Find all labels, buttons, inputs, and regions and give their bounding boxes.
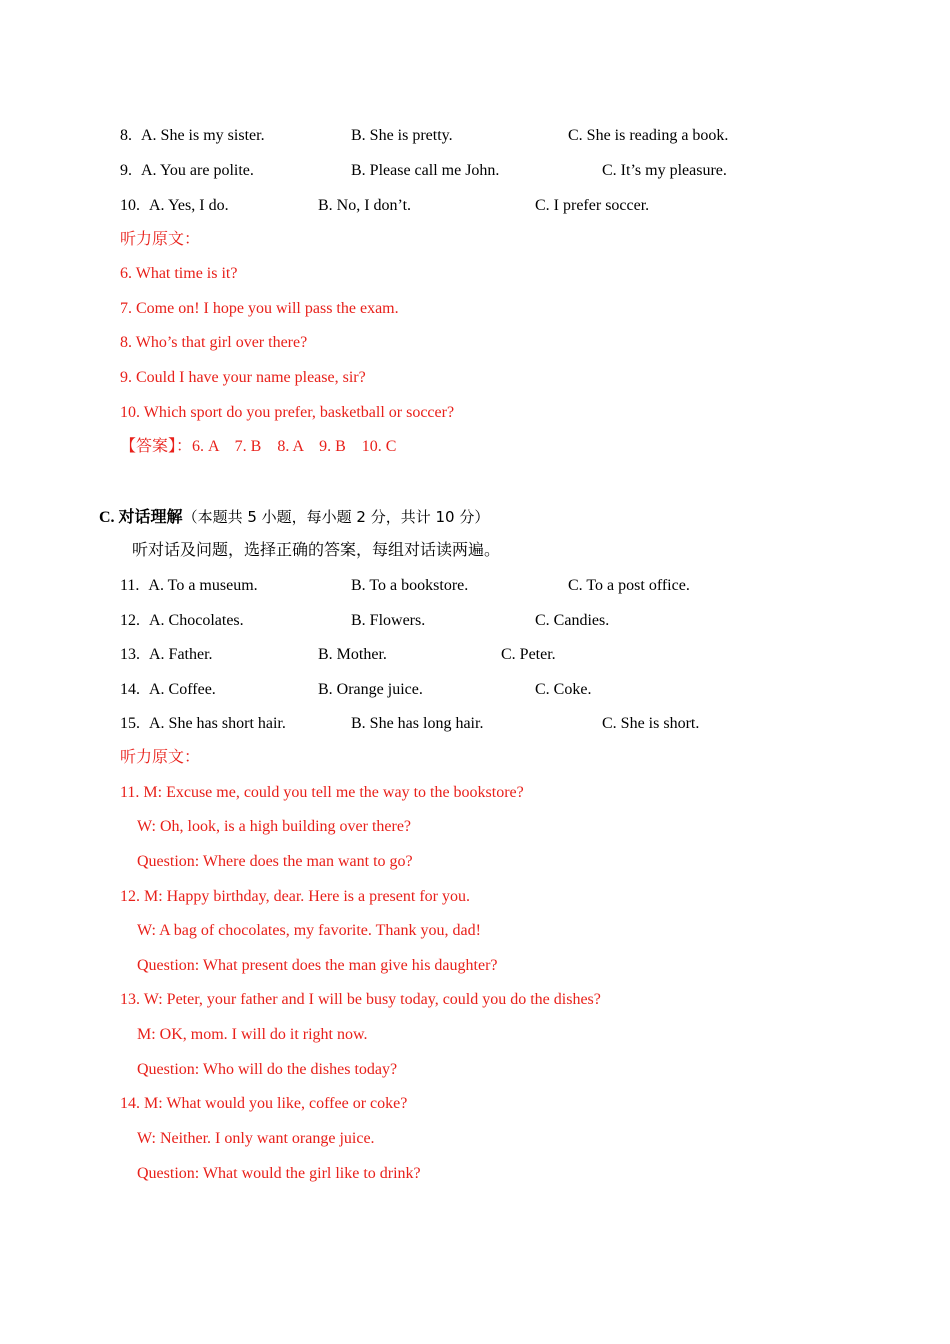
option-a: A. Father. (149, 646, 213, 663)
dialogue-second-line: W: Neither. I only want orange juice. (137, 1130, 375, 1147)
question-number: 12. (120, 612, 140, 629)
option-c: C. Peter. (501, 646, 556, 663)
script-line: 8. Who’s that girl over there? (120, 334, 308, 351)
question-number: 10. (120, 197, 140, 214)
question-row-9 (120, 161, 727, 181)
question-row-11 (120, 576, 690, 596)
section-c-heading (99, 507, 489, 528)
question-row-8 (120, 126, 729, 146)
question-number: 11. (120, 577, 140, 594)
option-c: C. It’s my pleasure. (602, 162, 727, 179)
option-c: C. To a post office. (568, 577, 690, 594)
option-c: C. I prefer soccer. (535, 197, 650, 214)
option-b: B. To a bookstore. (351, 577, 469, 594)
dialogue-second-line: W: A bag of chocolates, my favorite. Thank you, dad! (137, 922, 481, 939)
option-b: B. Orange juice. (318, 681, 423, 698)
option-c: C. Coke. (535, 681, 592, 698)
section-c-title: C. 对话理解 (99, 509, 183, 526)
dialogue-second-line: W: Oh, look, is a high building over there? (137, 818, 412, 835)
section-c-instruction: 听对话及问题，选择正确的答案，每组对话读两遍。 (132, 542, 501, 559)
option-c: C. She is short. (602, 715, 700, 732)
question-number: 8. (120, 127, 132, 144)
option-b: B. She is pretty. (351, 127, 453, 144)
question-row-14 (120, 680, 592, 700)
dialogue-question: Question: What would the girl like to drink? (137, 1165, 421, 1182)
question-number: 9. (120, 162, 132, 179)
option-b: B. Flowers. (351, 612, 426, 629)
dialogue-first-line: 14. M: What would you like, coffee or coke? (120, 1095, 408, 1112)
question-number: 14. (120, 681, 140, 698)
question-row-12 (120, 611, 610, 631)
script-line: 7. Come on! I hope you will pass the exam. (120, 300, 399, 317)
question-number: 15. (120, 715, 140, 732)
option-a: A. She is my sister. (141, 127, 265, 144)
option-a: A. You are polite. (141, 162, 254, 179)
answer-key: 【答案】：6. A 7. B 8. A 9. B 10. C (120, 438, 397, 455)
dialogue-question: Question: Who will do the dishes today? (137, 1061, 398, 1078)
dialogue-first-line: 11. M: Excuse me, could you tell me the way to the bookstore? (120, 784, 524, 801)
script-label: 听力原文： (120, 749, 201, 766)
option-c: C. She is reading a book. (568, 127, 729, 144)
question-row-10 (120, 196, 650, 216)
option-a: A. She has short hair. (149, 715, 286, 732)
option-b: B. She has long hair. (351, 715, 484, 732)
dialogue-second-line: M: OK, mom. I will do it right now. (137, 1026, 368, 1043)
option-b: B. Please call me John. (351, 162, 500, 179)
option-a: A. Chocolates. (149, 612, 244, 629)
question-number: 13. (120, 646, 140, 663)
script-line: 10. Which sport do you prefer, basketball or soccer? (120, 404, 455, 421)
section-c-note: （本题共 5 小题，每小题 2 分，共计 10 分） (182, 508, 490, 526)
script-label: 听力原文： (120, 231, 201, 248)
option-b: B. No, I don’t. (318, 197, 412, 214)
dialogue-first-line: 13. W: Peter, your father and I will be busy today, could you do the dishes? (120, 991, 601, 1008)
question-row-15 (120, 714, 700, 734)
dialogue-question: Question: Where does the man want to go? (137, 853, 413, 870)
option-c: C. Candies. (535, 612, 610, 629)
option-a: A. Coffee. (149, 681, 216, 698)
script-line: 6. What time is it? (120, 265, 238, 282)
script-line: 9. Could I have your name please, sir? (120, 369, 366, 386)
option-a: A. Yes, I do. (149, 197, 229, 214)
dialogue-first-line: 12. M: Happy birthday, dear. Here is a present for you. (120, 888, 470, 905)
option-b: B. Mother. (318, 646, 387, 663)
question-row-13 (120, 645, 556, 665)
dialogue-question: Question: What present does the man give his daughter? (137, 957, 498, 974)
option-a: A. To a museum. (148, 577, 258, 594)
